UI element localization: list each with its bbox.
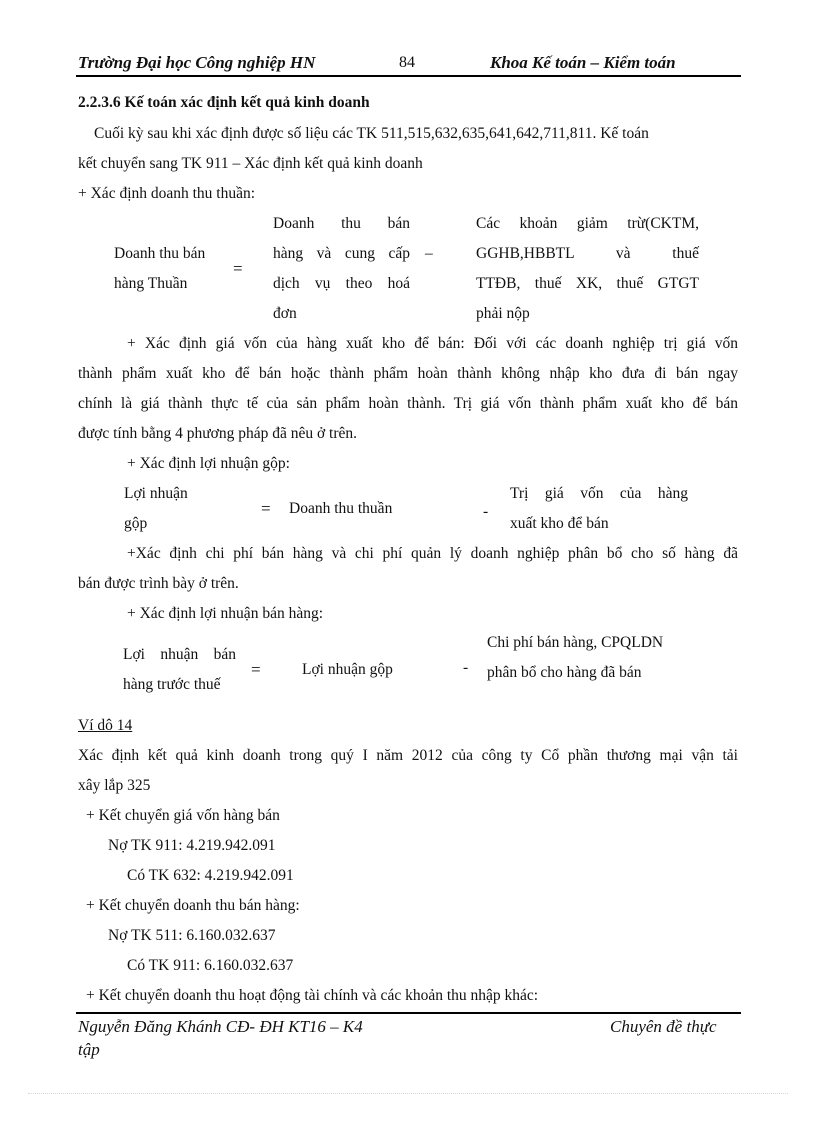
header-page-number: 84 [399,54,415,71]
formula3-left-line-2: hàng trước thuế [123,676,221,693]
formula2-middle: Doanh thu thuần [289,500,393,517]
header-rule [76,75,741,77]
formula1-minus: – [425,245,433,262]
cogs-line-3: chính là giá thành thực tế của sản phẩm hoàn thành. Trị giá vốn thành phẩm xuất kho để bán [78,395,738,412]
formula1-left-line-2: hàng Thuần [114,275,188,292]
formula2-left-line-2: gộp [124,515,148,532]
formula1-middle-line-1: Doanh thu bán [273,215,410,232]
formula1-middle-line-2: hàng và cung cấp [273,245,410,262]
intro-line-2: kết chuyển sang TK 911 – Xác định kết quả kinh doanh [78,155,423,172]
intro-line-1: Cuối kỳ sau khi xác định được số liệu các TK 511,515,632,635,641,642,711,811. Kế toán [94,125,649,142]
expense-line-1: +Xác định chi phí bán hàng và chi phí quản lý doanh nghiệp phân bổ cho số hàng đã [127,545,738,562]
formula2-right-line-1: Trị giá vốn của hàng [510,485,688,502]
formula2-equals: = [261,499,271,518]
formula2-minus: - [483,503,489,520]
formula3-equals: = [251,660,261,679]
entry-cogs-transfer: + Kết chuyển giá vốn hàng bán [86,807,280,824]
formula3-minus: - [463,659,469,676]
formula1-right-line-3: TTĐB, thuế XK, thuế GTGT [476,275,699,292]
formula1-right-line-4: phải nộp [476,305,530,322]
formula1-left-line-1: Doanh thu bán [114,245,206,262]
formula3-left-line-1: Lợi nhuận bán [123,646,236,663]
formula1-right-line-2: GGHB,HBBTL và thuế [476,245,699,262]
footer-author-line-1: Nguyễn Đăng Khánh CĐ- ĐH KT16 – K4 [78,1017,363,1036]
footer-rule [76,1012,741,1014]
cogs-line-2: thành phẩm xuất kho để bán hoặc thành phẩm hoàn thành không nhập kho đưa đi bán ngay [78,365,738,382]
cogs-line-4: được tính bằng 4 phương pháp đã nêu ở trên. [78,425,357,442]
formula2-left-line-1: Lợi nhuận [124,485,188,502]
entry-debit-511: Nợ TK 511: 6.160.032.637 [108,927,276,944]
formula1-middle-line-4: đơn [273,305,297,322]
formula3-right-line-2: phân bổ cho hàng đã bán [487,664,642,681]
formula1-equals: = [233,259,243,278]
entry-debit-911-cogs: Nợ TK 911: 4.219.942.091 [108,837,276,854]
entry-revenue-transfer: + Kết chuyển doanh thu bán hàng: [86,897,300,914]
example-title: Ví dô 14 [78,717,133,734]
example-line-1: Xác định kết quả kinh doanh trong quý I năm 2012 của công ty Cổ phần thương mại vận tải [78,747,738,764]
section-title: 2.2.3.6 Kế toán xác định kết quả kinh doanh [78,94,370,111]
step-sales-profit: + Xác định lợi nhuận bán hàng: [127,605,324,622]
formula1-middle-line-3: dịch vụ theo hoá [273,275,410,292]
footer-author-line-2: tập [78,1040,100,1059]
footer-topic: Chuyên đề thực [610,1017,717,1036]
formula3-right-line-1: Chi phí bán hàng, CPQLDN [487,634,664,651]
page-edge-divider [28,1093,788,1094]
expense-line-2: bán được trình bày ở trên. [78,575,239,592]
step-gross-profit: + Xác định lợi nhuận gộp: [127,455,290,472]
header-faculty: Khoa Kế toán – Kiểm toán [490,53,676,72]
cogs-line-1: + Xác định giá vốn của hàng xuất kho để bán: Đối với các doanh nghiệp trị giá vốn [127,335,738,352]
formula1-right-line-1: Các khoản giảm trừ(CKTM, [476,215,699,232]
entry-credit-911: Có TK 911: 6.160.032.637 [127,957,294,974]
entry-credit-632: Có TK 632: 4.219.942.091 [127,867,294,884]
step-net-revenue: + Xác định doanh thu thuần: [78,185,256,202]
formula2-right-line-2: xuất kho để bán [510,515,609,532]
header-school: Trường Đại học Công nghiệp HN [78,53,316,72]
example-line-2: xây lắp 325 [78,777,151,794]
formula3-middle: Lợi nhuận gộp [302,661,393,678]
entry-financial-income-transfer: + Kết chuyển doanh thu hoạt động tài chính và các khoản thu nhập khác: [86,987,539,1004]
